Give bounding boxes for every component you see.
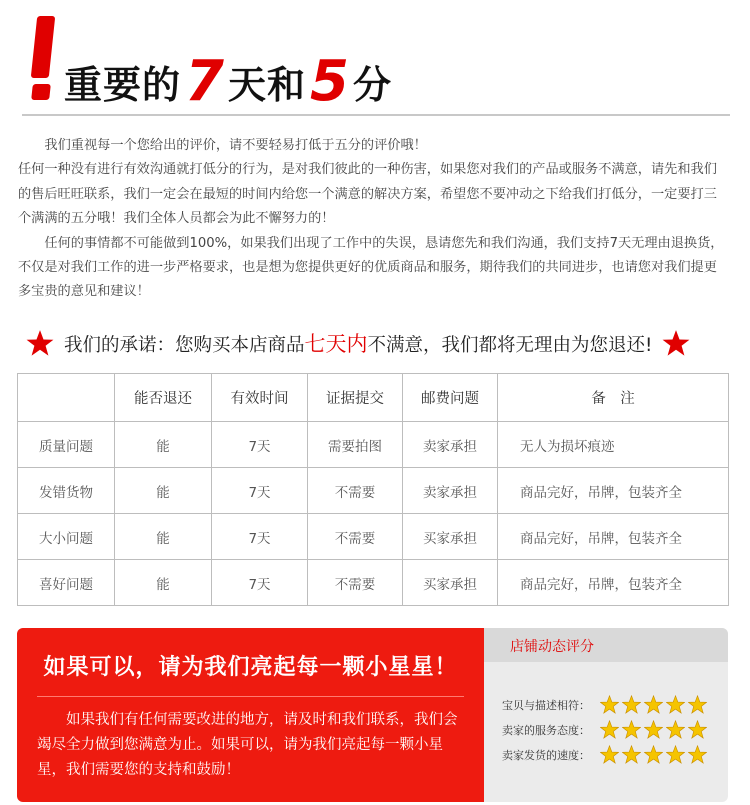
- gold-star-icon: [622, 720, 641, 739]
- gold-star-icon: [688, 695, 707, 714]
- title-part3: 分: [352, 63, 392, 107]
- shop-rating-header: [484, 628, 728, 662]
- rating-row: [502, 692, 722, 717]
- rating-stars: [600, 720, 707, 739]
- rating-row: [502, 742, 722, 767]
- rating-stars: [600, 745, 707, 764]
- return-policy-table: [17, 373, 729, 606]
- shop-rating-title: 店铺动态评分: [510, 639, 594, 655]
- table-cell: 发错货物: [18, 468, 115, 514]
- exclamation-bar: [31, 16, 56, 78]
- table-header-cell: 邮费问题: [403, 374, 498, 422]
- title-part1: 重要的: [64, 63, 182, 107]
- gold-star-icon: [622, 745, 641, 764]
- promise-before: 我们的承诺：您购买本店商品: [64, 335, 305, 356]
- promise-after: 不满意，我们都将无理由为您退还!: [367, 335, 653, 356]
- rating-request-panel: [17, 628, 728, 802]
- table-cell: 能: [115, 560, 212, 606]
- table-cell: 不需要: [308, 560, 403, 606]
- table-header-row: [18, 374, 729, 422]
- request-divider: [37, 696, 464, 697]
- red-star-icon: [26, 329, 54, 357]
- table-cell: 买家承担: [403, 514, 498, 560]
- table-cell: 大小问题: [18, 514, 115, 560]
- rating-stars: [600, 695, 707, 714]
- table-row: [18, 514, 729, 560]
- table-cell: 7天: [212, 560, 308, 606]
- table-row: [18, 468, 729, 514]
- table-cell: 喜好问题: [18, 560, 115, 606]
- gold-star-icon: [666, 720, 685, 739]
- gold-star-icon: [622, 695, 641, 714]
- table-cell: 卖家承担: [403, 422, 498, 468]
- table-cell: 7天: [212, 514, 308, 560]
- intro-paragraph-2: 任何一种没有进行有效沟通就打低分的行为，是对我们彼此的一种伤害，如果您对我们的产品或服务不满意，请先和我们的售后旺旺联系，我们一定会在最短的时间内给您一个满意的解决方案，希望您不要冲动之下给我们打低分，一定要打三个满满的五分哦！我们全体人员都会为此不懈努力的！: [18, 162, 717, 227]
- red-star-icon: [662, 329, 690, 357]
- table-cell: 能: [115, 514, 212, 560]
- table-cell: 商品完好，吊牌，包装齐全: [498, 468, 729, 514]
- gold-star-icon: [644, 695, 663, 714]
- gold-star-icon: [644, 745, 663, 764]
- table-cell: 卖家承担: [403, 468, 498, 514]
- title-num2: 5: [310, 49, 349, 114]
- rating-label: 卖家发货的速度：: [502, 748, 590, 762]
- page-header: [22, 10, 730, 120]
- table-header-cell: 备 注: [498, 374, 729, 422]
- promise-highlight: 七天内: [304, 332, 368, 356]
- table-cell: 7天: [212, 468, 308, 514]
- gold-star-icon: [600, 720, 619, 739]
- gold-star-icon: [666, 695, 685, 714]
- table-row: [18, 422, 729, 468]
- table-header-cell: 能否退还: [115, 374, 212, 422]
- table-header-cell: 证据提交: [308, 374, 403, 422]
- table-cell: 7天: [212, 422, 308, 468]
- gold-star-icon: [644, 720, 663, 739]
- request-title: 如果可以，请为我们亮起每一颗小星星！: [43, 654, 458, 680]
- gold-star-icon: [666, 745, 685, 764]
- table-cell: 能: [115, 468, 212, 514]
- title-num1: 7: [185, 49, 224, 114]
- table-cell: 质量问题: [18, 422, 115, 468]
- table-header-cell: 有效时间: [212, 374, 308, 422]
- table-cell: 商品完好，吊牌，包装齐全: [498, 514, 729, 560]
- table-cell: 需要拍图: [308, 422, 403, 468]
- rating-list: [502, 692, 722, 767]
- exclamation-mark-graphic: [30, 14, 58, 104]
- intro-paragraph-1: 我们重视每一个您给出的评价，请不要轻易打低于五分的评价哦！: [44, 138, 427, 153]
- table-cell: 不需要: [308, 468, 403, 514]
- gold-star-icon: [600, 745, 619, 764]
- rating-label: 卖家的服务态度：: [502, 723, 590, 737]
- exclamation-dot: [31, 84, 51, 100]
- promise-text: [64, 328, 652, 358]
- gold-star-icon: [688, 720, 707, 739]
- table-cell: 不需要: [308, 514, 403, 560]
- request-body: 如果我们有任何需要改进的地方，请及时和我们联系，我们会竭尽全力做到您满意为止。如果可以，请为我们亮起每一颗小星星，我们需要您的支持和鼓励！: [37, 712, 458, 778]
- header-divider: [22, 114, 730, 116]
- title-part2: 天和: [227, 63, 306, 107]
- table-row: [18, 560, 729, 606]
- page-title: [64, 32, 392, 112]
- gold-star-icon: [600, 695, 619, 714]
- request-box: [17, 628, 484, 802]
- table-cell: 能: [115, 422, 212, 468]
- intro-text: [18, 134, 730, 305]
- table-cell: 无人为损坏痕迹: [498, 422, 729, 468]
- table-cell: 买家承担: [403, 560, 498, 606]
- table-header-cell: [18, 374, 115, 422]
- rating-label: 宝贝与描述相符：: [502, 698, 590, 712]
- promise-line: [26, 326, 726, 360]
- shop-rating-box: [484, 628, 728, 802]
- gold-star-icon: [688, 745, 707, 764]
- intro-paragraph-3: 任何的事情都不可能做到100%，如果我们出现了工作中的失误，恳请您先和我们沟通，我们支持7天无理由退换货，不仅是对我们工作的进一步严格要求，也是想为您提供更好的优质商品和服务，期待我们的共同进步，也请您对我们提更多宝贵的意见和建议！: [18, 235, 724, 300]
- rating-row: [502, 717, 722, 742]
- table-cell: 商品完好，吊牌，包装齐全: [498, 560, 729, 606]
